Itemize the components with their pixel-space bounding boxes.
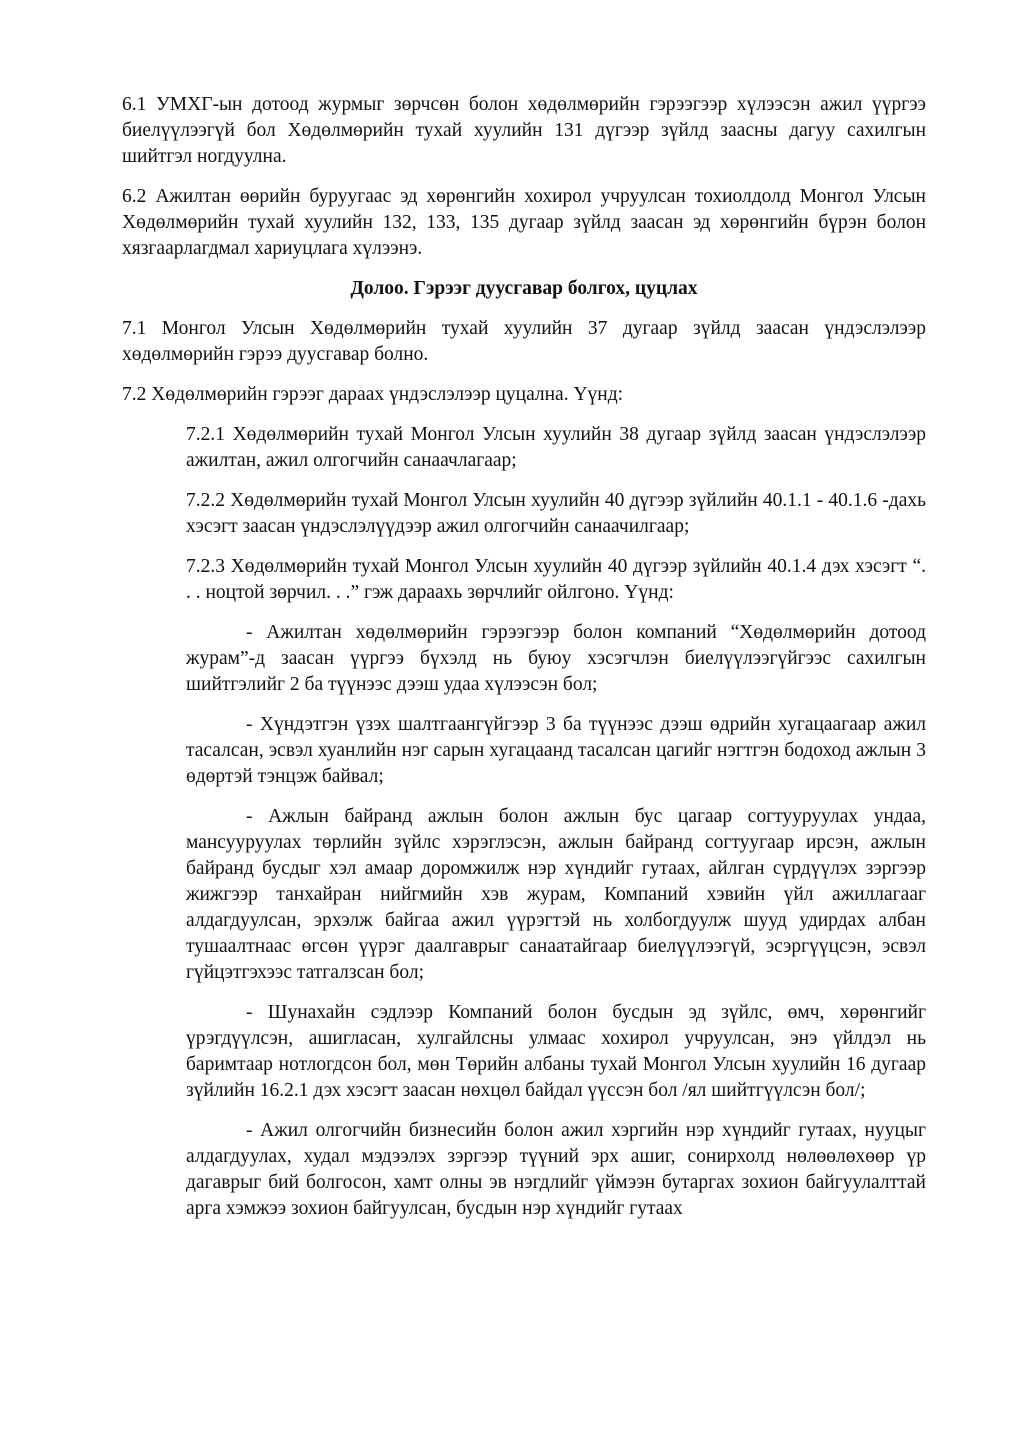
list-item: - Шунахайн сэдлээр Компаний болон бусдын эд зүйлс, өмч, хөрөнгийг үрэгдүүлсэн, ашигласан, хулгайлсны улмаас хохирол учруулсан, энэ үйлдэл нь баримтаар нотлогдсон бол, мөн Төрийн албаны тухай Монгол Улсын хуулийн 16 дугаар зүйлийн 16.2.1 дэх хэсэгт заасан нөхцөл байдал үүссэн бол /ял шийтгүүлсэн бол/; [186,1002,926,1101]
paragraph-6-1: 6.1 УМХГ-ын дотоод журмыг зөрчсөн болон хөдөлмөрийн гэрээгээр хүлээсэн ажил үүргээ биелүүлээгүй бол Хөдөлмөрийн тухай хуулийн 131 дүгээр зүйлд заасны дагуу сахилгын шийтгэл ногдуулна. [122,94,926,167]
paragraph-6-2: 6.2 Ажилтан өөрийн буруугаас эд хөрөнгийн хохирол учруулсан тохиолдолд Монгол Улсын Хөдөлмөрийн тухай хуулийн 132, 133, 135 дугаар зүйлд заасан эд хөрөнгийн бүрэн болон хязгаарлагдмал хариуцлага хүлээнэ. [122,186,926,259]
list-item: - Ажилтан хөдөлмөрийн гэрээгээр болон компаний “Хөдөлмөрийн дотоод журам”-д заасан үүргээ бүхэлд нь буюу хэсэгчлэн биелүүлээгүйгээс сахилгын шийтгэлийг 2 ба түүнээс дээш удаа хүлээсэн бол; [186,622,926,695]
paragraph-7-1: 7.1 Монгол Улсын Хөдөлмөрийн тухай хуулийн 37 дугаар зүйлд заасан үндэслэлээр хөдөлмөрийн гэрээ дуусгавар болно. [122,318,926,365]
paragraph-7-2: 7.2 Хөдөлмөрийн гэрээг дараах үндэслэлээр цуцална. Үүнд: [122,384,624,405]
list-item: - Ажлын байранд ажлын болон ажлын бус цагаар согтууруулах ундаа, мансууруулах төрлийн зүйлс хэрэглэсэн, ажлын байранд согтуугаар ирсэн, ажлын байранд бусдыг хэл амаар доромжилж нэр хүндийг гутаах, айлган сүрдүүлэх зэргээр жижгээр танхайран нийгмийн хэв журам, Компаний хэвийн үйл ажиллагааг алдагдуулсан, эрхэлж байгаа ажил үүрэгтэй нь холбогдуулж шууд удирдах албан тушаалтнаас өгсөн үүрэг даалгаврыг санаатайгаар биелүүлээгүй, эсэргүүцсэн, эсвэл гүйцэтгэхээс татгалзсан бол; [186,806,926,983]
list-item: - Хүндэтгэн үзэх шалтгаангүйгээр 3 ба түүнээс дээш өдрийн хугацаагаар ажил тасалсан, эсвэл хуанлийн нэг сарын хугацаанд тасалсан цагийг нэгтгэн бодоход ажлын 3 өдөртэй тэнцэж байвал; [186,714,926,787]
paragraph-7-2-3: 7.2.3 Хөдөлмөрийн тухай Монгол Улсын хуулийн 40 дүгээр зүйлийн 40.1.4 дэх хэсэгт “. . . ноцтой зөрчил. . .” гэж дараахь зөрчлийг ойлгоно. Үүнд: [186,556,926,603]
document-page [122,92,926,1236]
section-heading-7: Долоо. Гэрээг дуусгавар болгох, цуцлах [350,278,698,299]
paragraph-7-2-1: 7.2.1 Хөдөлмөрийн тухай Монгол Улсын хуулийн 38 дугаар зүйлд заасан үндэслэлээр ажилтан, ажил олгогчийн санаачлагаар; [186,424,926,471]
list-item: - Ажил олгогчийн бизнесийн болон ажил хэргийн нэр хүндийг гутаах, нууцыг алдагдуулах, худал мэдээлэх зэргээр түүний эрх ашиг, сонирхолд нөлөөлөхөөр үр дагаврыг бий болгосон, хамт олны эв нэгдлийг үймээн бутаргах зохион байгуулалттай арга хэмжээ зохион байгуулсан, бусдын нэр хүндийг гутаах [186,1120,926,1219]
paragraph-7-2-2: 7.2.2 Хөдөлмөрийн тухай Монгол Улсын хуулийн 40 дүгээр зүйлийн 40.1.1 - 40.1.6 -дахь хэсэгт заасан үндэслэлүүдээр ажил олгогчийн санаачилгаар; [186,490,926,537]
